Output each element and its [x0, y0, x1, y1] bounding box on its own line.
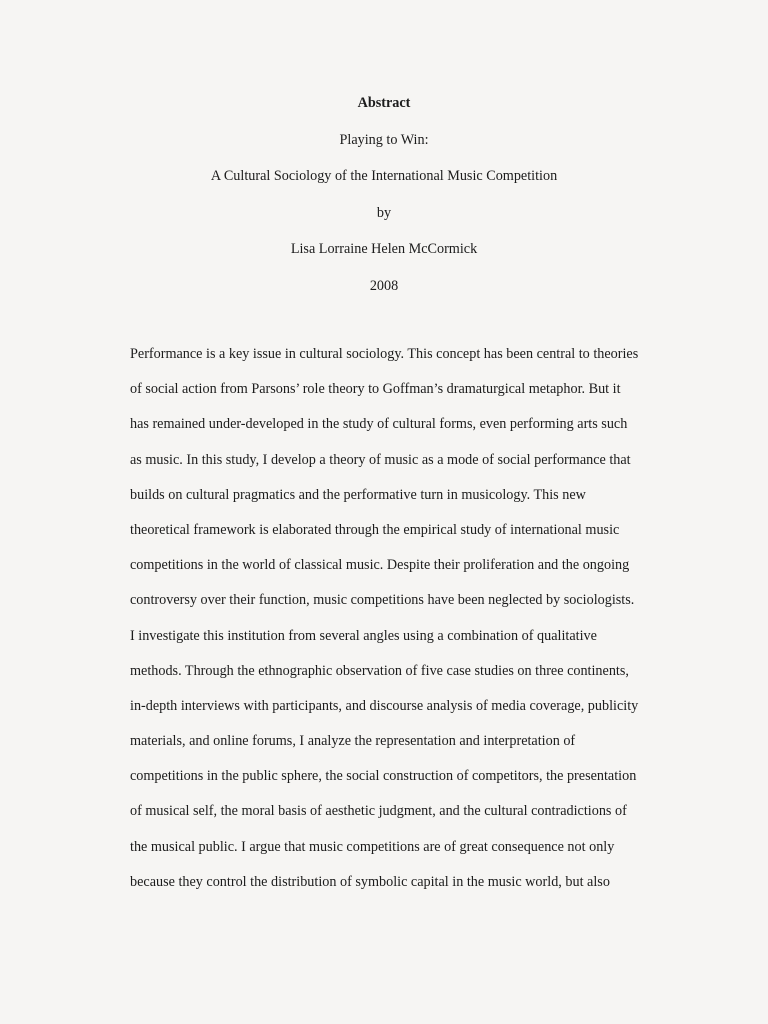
body-line: Performance is a key issue in cultural sociology. This concept has been central to theories: [130, 346, 639, 362]
body-line: I investigate this institution from several angles using a combination of qualitative: [130, 627, 597, 644]
abstract-body: [130, 345, 670, 908]
body-line: builds on cultural pragmatics and the performative turn in musicology. This new: [130, 486, 586, 503]
body-line: because they control the distribution of symbolic capital in the music world, but also: [130, 873, 610, 890]
abstract-header: [0, 94, 768, 313]
body-line: competitions in the world of classical music. Despite their proliferation and the ongoing: [130, 557, 630, 574]
body-line: the musical public. I argue that music competitions are of great consequence not only: [130, 838, 615, 855]
year: 2008: [369, 277, 399, 294]
body-line: of musical self, the moral basis of aesthetic judgment, and the cultural contradictions of: [130, 803, 627, 820]
title-line-1: Playing to Win:: [339, 131, 429, 148]
body-line: competitions in the public sphere, the social construction of competitors, the presentation: [130, 768, 637, 785]
abstract-heading: Abstract: [357, 95, 411, 111]
by-line: by: [376, 204, 392, 221]
body-line: controversy over their function, music competitions have been neglected by sociologists.: [130, 592, 635, 609]
body-line: as music. In this study, I develop a theory of music as a mode of social performance that: [130, 451, 631, 468]
body-line: of social action from Parsons’ role theory to Goffman’s dramaturgical metaphor. But it: [130, 381, 621, 398]
body-line: theoretical framework is elaborated through the empirical study of international music: [130, 521, 620, 538]
body-line: in-depth interviews with participants, and discourse analysis of media coverage, publicity: [130, 697, 639, 714]
body-line: materials, and online forums, I analyze the representation and interpretation of: [130, 733, 576, 750]
title-line-2: A Cultural Sociology of the International Music Competition: [210, 168, 558, 184]
author-name: Lisa Lorraine Helen McCormick: [290, 241, 478, 257]
body-line: has remained under-developed in the study of cultural forms, even performing arts such: [130, 416, 628, 433]
body-line: methods. Through the ethnographic observation of five case studies on three continents,: [130, 662, 629, 679]
